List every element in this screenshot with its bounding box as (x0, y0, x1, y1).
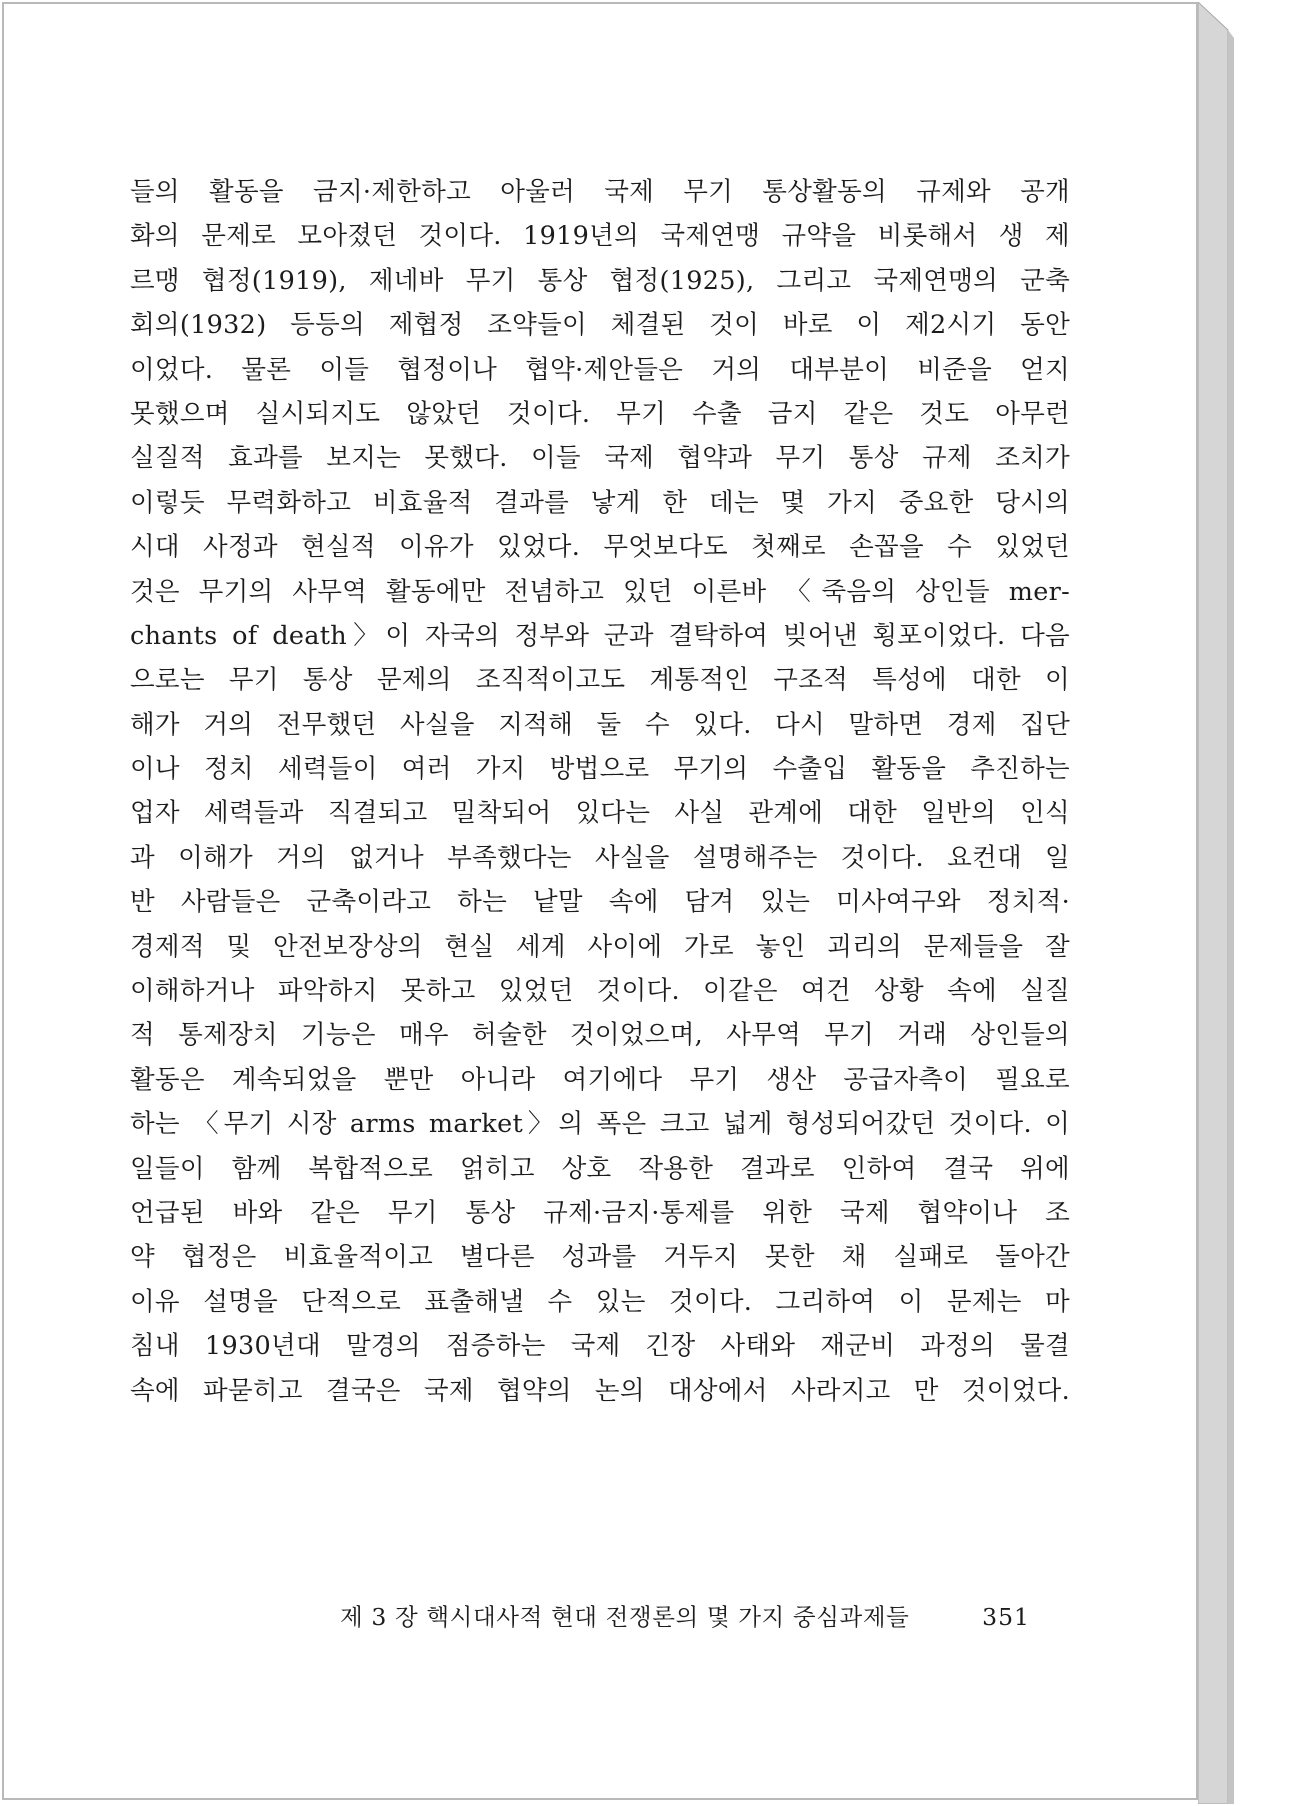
text-line: 약 협정은 비효율적이고 별다른 성과를 거두지 못한 채 실패로 돌아간 (130, 1242, 1070, 1273)
text-line: 경제적 및 안전보장상의 현실 세계 사이에 가로 놓인 괴리의 문제들을 잘 (130, 931, 1070, 962)
text-line: 못했으며 실시되지도 않았던 것이다. 무기 수출 금지 같은 것도 아무런 (130, 398, 1070, 429)
text-line: 언급된 바와 같은 무기 통상 규제·금지·통제를 위한 국제 협약이나 조 (130, 1197, 1070, 1228)
text-line: 활동은 계속되었을 뿐만 아니라 여기에다 무기 생산 공급자측이 필요로 (130, 1064, 1070, 1095)
running-footer (340, 1597, 1030, 1637)
text-line: 속에 파묻히고 결국은 국제 협약의 논의 대상에서 사라지고 만 것이었다. (130, 1375, 1070, 1406)
text-line: 화의 문제로 모아졌던 것이다. 1919년의 국제연맹 규약을 비롯해서 생 제 (130, 221, 1070, 252)
text-line: 이렇듯 무력화하고 비효율적 결과를 낳게 한 데는 몇 가지 중요한 당시의 (130, 487, 1070, 518)
text-line: 이었다. 물론 이들 협정이나 협약·제안들은 거의 대부분이 비준을 얻지 (130, 354, 1070, 385)
text-line: 이나 정치 세력들이 여러 가지 방법으로 무기의 수출입 활동을 추진하는 (130, 754, 1070, 785)
body-text (130, 170, 1070, 1413)
text-line: 회의(1932) 등등의 제협정 조약들이 체결된 것이 바로 이 제2시기 동안 (130, 310, 1070, 341)
text-line: 시대 사정과 현실적 이유가 있었다. 무엇보다도 첫째로 손꼽을 수 있었던 (130, 532, 1070, 563)
text-line: 르맹 협정(1919), 제네바 무기 통상 협정(1925), 그리고 국제연맹의 군축 (130, 265, 1070, 296)
text-line: 반 사람들은 군축이라고 하는 낱말 속에 담겨 있는 미사여구와 정치적· (130, 887, 1070, 918)
text-line: 으로는 무기 통상 문제의 조직적이고도 계통적인 구조적 특성에 대한 이 (130, 665, 1070, 696)
text-line: 들의 활동을 금지·제한하고 아울러 국제 무기 통상활동의 규제와 공개 (130, 177, 1070, 207)
text-line: 일들이 함께 복합적으로 얽히고 상호 작용한 결과로 인하여 결국 위에 (130, 1153, 1070, 1184)
text-line: chants of death〉이 자국의 정부와 군과 결탁하여 빚어낸 횡포이었다. 다음 (130, 620, 1070, 651)
page-edge-shadow (1198, 2, 1298, 1804)
text-line: 업자 세력들과 직결되고 밀착되어 있다는 사실 관계에 대한 일반의 인식 (130, 798, 1070, 829)
text-line: 해가 거의 전무했던 사실을 지적해 둘 수 있다. 다시 말하면 경제 집단 (130, 709, 1070, 740)
text-line: 것은 무기의 사무역 활동에만 전념하고 있던 이른바 〈죽음의 상인들 mer- (130, 576, 1070, 607)
text-line: 실질적 효과를 보지는 못했다. 이들 국제 협약과 무기 통상 규제 조치가 (130, 443, 1070, 474)
page-number: 351 (982, 1603, 1030, 1631)
text-line: 침내 1930년대 말경의 점증하는 국제 긴장 사태와 재군비 과정의 물결 (130, 1331, 1070, 1362)
text-line: 과 이해가 거의 없거나 부족했다는 사실을 설명해주는 것이다. 요컨대 일 (130, 842, 1070, 873)
text-line: 하는 〈무기 시장 arms market〉의 폭은 크고 넓게 형성되어갔던 것이다. 이 (130, 1109, 1070, 1140)
text-line: 이해하거나 파악하지 못하고 있었던 것이다. 이같은 여건 상황 속에 실질 (130, 976, 1070, 1007)
text-line: 이유 설명을 단적으로 표출해낼 수 있는 것이다. 그리하여 이 문제는 마 (130, 1286, 1070, 1317)
chapter-title: 제 3 장 핵시대사적 현대 전쟁론의 몇 가지 중심과제들 (340, 1603, 910, 1631)
text-line: 적 통제장치 기능은 매우 허술한 것이었으며, 사무역 무기 거래 상인들의 (130, 1020, 1070, 1051)
